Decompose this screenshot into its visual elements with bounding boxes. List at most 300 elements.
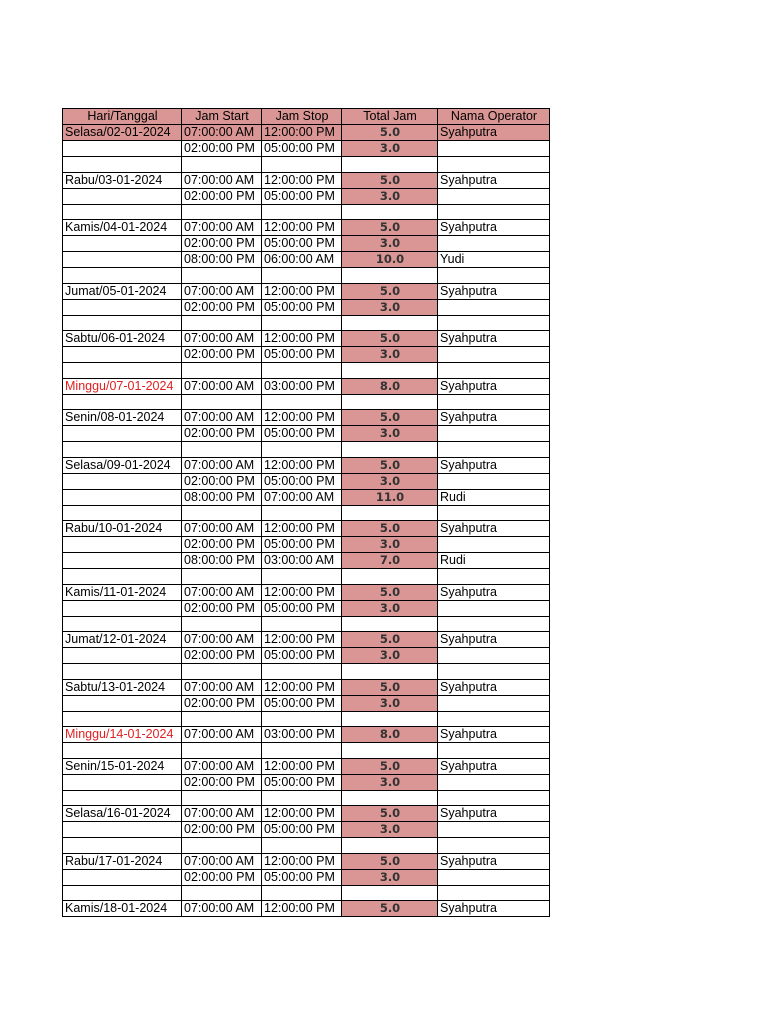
start-time-cell[interactable] — [182, 394, 262, 410]
stop-time-cell[interactable]: 05:00:00 PM — [262, 236, 342, 252]
operator-cell[interactable] — [438, 299, 550, 315]
total-hours-cell[interactable]: 8.0 — [342, 378, 438, 394]
spacer-row — [63, 664, 550, 680]
stop-time-cell[interactable] — [262, 505, 342, 521]
start-time-cell[interactable]: 07:00:00 AM — [182, 901, 262, 917]
operator-cell[interactable] — [438, 711, 550, 727]
day-cell[interactable] — [63, 537, 182, 553]
day-cell[interactable] — [63, 141, 182, 157]
header-day-date[interactable]: Hari/Tanggal — [63, 109, 182, 125]
start-time-cell[interactable]: 02:00:00 PM — [182, 869, 262, 885]
day-cell[interactable] — [63, 569, 182, 585]
stop-time-cell[interactable]: 05:00:00 PM — [262, 600, 342, 616]
start-time-cell[interactable] — [182, 442, 262, 458]
start-time-cell[interactable] — [182, 204, 262, 220]
stop-time-cell[interactable]: 05:00:00 PM — [262, 426, 342, 442]
operator-cell[interactable]: Syahputra — [438, 172, 550, 188]
stop-time-cell[interactable]: 03:00:00 PM — [262, 378, 342, 394]
total-hours-cell[interactable]: 3.0 — [342, 695, 438, 711]
spacer-row — [63, 885, 550, 901]
day-cell[interactable]: Rabu/17-01-2024 — [63, 853, 182, 869]
operator-cell[interactable]: Syahputra — [438, 125, 550, 141]
stop-time-cell[interactable]: 12:00:00 PM — [262, 172, 342, 188]
total-hours-cell[interactable] — [342, 204, 438, 220]
spacer-row — [63, 363, 550, 379]
total-hours-cell[interactable] — [342, 315, 438, 331]
operator-cell[interactable] — [438, 394, 550, 410]
start-time-cell[interactable] — [182, 268, 262, 284]
operator-cell[interactable] — [438, 204, 550, 220]
header-operator-name[interactable]: Nama Operator — [438, 109, 550, 125]
operator-cell[interactable] — [438, 648, 550, 664]
day-cell[interactable] — [63, 489, 182, 505]
stop-time-cell[interactable]: 05:00:00 PM — [262, 299, 342, 315]
start-time-cell[interactable]: 02:00:00 PM — [182, 537, 262, 553]
spacer-row — [63, 505, 550, 521]
start-time-cell[interactable]: 02:00:00 PM — [182, 822, 262, 838]
operator-cell[interactable]: Syahputra — [438, 521, 550, 537]
start-time-cell[interactable] — [182, 569, 262, 585]
total-hours-cell[interactable]: 8.0 — [342, 727, 438, 743]
total-hours-cell[interactable]: 5.0 — [342, 521, 438, 537]
stop-time-cell[interactable]: 05:00:00 PM — [262, 695, 342, 711]
day-cell[interactable] — [63, 394, 182, 410]
day-cell[interactable] — [63, 553, 182, 569]
table-row — [63, 869, 550, 885]
start-time-cell[interactable]: 02:00:00 PM — [182, 299, 262, 315]
stop-time-cell[interactable] — [262, 315, 342, 331]
total-hours-cell[interactable]: 3.0 — [342, 774, 438, 790]
day-cell[interactable]: Jumat/05-01-2024 — [63, 283, 182, 299]
spacer-row — [63, 315, 550, 331]
table-row — [63, 220, 550, 236]
day-cell[interactable] — [63, 204, 182, 220]
stop-time-cell[interactable] — [262, 838, 342, 854]
day-cell[interactable] — [63, 869, 182, 885]
operator-cell[interactable]: Syahputra — [438, 901, 550, 917]
stop-time-cell[interactable]: 12:00:00 PM — [262, 125, 342, 141]
start-time-cell[interactable]: 07:00:00 AM — [182, 632, 262, 648]
operator-cell[interactable] — [438, 442, 550, 458]
day-cell[interactable] — [63, 664, 182, 680]
stop-time-cell[interactable] — [262, 363, 342, 379]
table-row — [63, 125, 550, 141]
table-row — [63, 600, 550, 616]
total-hours-cell[interactable]: 5.0 — [342, 632, 438, 648]
operator-cell[interactable]: Syahputra — [438, 378, 550, 394]
stop-time-cell[interactable]: 05:00:00 PM — [262, 648, 342, 664]
start-time-cell[interactable]: 07:00:00 AM — [182, 521, 262, 537]
operator-cell[interactable] — [438, 157, 550, 173]
day-cell[interactable] — [63, 347, 182, 363]
day-cell[interactable] — [63, 252, 182, 268]
stop-time-cell[interactable] — [262, 394, 342, 410]
day-cell[interactable] — [63, 616, 182, 632]
total-hours-cell[interactable] — [342, 394, 438, 410]
total-hours-cell[interactable]: 3.0 — [342, 299, 438, 315]
day-cell[interactable]: Kamis/18-01-2024 — [63, 901, 182, 917]
table-row — [63, 236, 550, 252]
stop-time-cell[interactable]: 05:00:00 PM — [262, 188, 342, 204]
table-row — [63, 853, 550, 869]
spacer-row — [63, 569, 550, 585]
header-stop-time[interactable]: Jam Stop — [262, 109, 342, 125]
spacer-row — [63, 442, 550, 458]
day-cell[interactable]: Minggu/14-01-2024 — [63, 727, 182, 743]
total-hours-cell[interactable]: 7.0 — [342, 553, 438, 569]
total-hours-cell[interactable]: 3.0 — [342, 188, 438, 204]
operator-cell[interactable] — [438, 885, 550, 901]
start-time-cell[interactable] — [182, 838, 262, 854]
operator-cell[interactable]: Syahputra — [438, 331, 550, 347]
stop-time-cell[interactable] — [262, 268, 342, 284]
start-time-cell[interactable]: 07:00:00 AM — [182, 457, 262, 473]
total-hours-cell[interactable]: 5.0 — [342, 331, 438, 347]
operator-cell[interactable]: Syahputra — [438, 632, 550, 648]
stop-time-cell[interactable]: 12:00:00 PM — [262, 331, 342, 347]
table-body — [63, 125, 550, 917]
table-row — [63, 553, 550, 569]
stop-time-cell[interactable]: 12:00:00 PM — [262, 283, 342, 299]
start-time-cell[interactable]: 02:00:00 PM — [182, 426, 262, 442]
stop-time-cell[interactable]: 06:00:00 AM — [262, 252, 342, 268]
total-hours-cell[interactable]: 5.0 — [342, 457, 438, 473]
table-row — [63, 172, 550, 188]
start-time-cell[interactable]: 07:00:00 AM — [182, 758, 262, 774]
table-row — [63, 378, 550, 394]
day-cell[interactable]: Kamis/11-01-2024 — [63, 584, 182, 600]
day-cell[interactable]: Minggu/07-01-2024 — [63, 378, 182, 394]
spacer-row — [63, 711, 550, 727]
stop-time-cell[interactable]: 12:00:00 PM — [262, 901, 342, 917]
start-time-cell[interactable]: 07:00:00 AM — [182, 172, 262, 188]
start-time-cell[interactable]: 07:00:00 AM — [182, 806, 262, 822]
total-hours-cell[interactable]: 3.0 — [342, 141, 438, 157]
start-time-cell[interactable]: 07:00:00 AM — [182, 378, 262, 394]
day-cell[interactable] — [63, 473, 182, 489]
operator-cell[interactable]: Syahputra — [438, 457, 550, 473]
stop-time-cell[interactable]: 12:00:00 PM — [262, 679, 342, 695]
total-hours-cell[interactable] — [342, 743, 438, 759]
table-row — [63, 901, 550, 917]
stop-time-cell[interactable]: 03:00:00 PM — [262, 727, 342, 743]
day-cell[interactable] — [63, 600, 182, 616]
day-cell[interactable] — [63, 774, 182, 790]
operator-cell[interactable] — [438, 537, 550, 553]
start-time-cell[interactable]: 02:00:00 PM — [182, 473, 262, 489]
spacer-row — [63, 790, 550, 806]
total-hours-cell[interactable]: 3.0 — [342, 648, 438, 664]
total-hours-cell[interactable]: 3.0 — [342, 426, 438, 442]
table-row — [63, 584, 550, 600]
operator-hours-table — [62, 108, 550, 917]
operator-cell[interactable]: Rudi — [438, 553, 550, 569]
stop-time-cell[interactable]: 05:00:00 PM — [262, 537, 342, 553]
total-hours-cell[interactable]: 3.0 — [342, 236, 438, 252]
start-time-cell[interactable]: 08:00:00 PM — [182, 252, 262, 268]
spacer-row — [63, 268, 550, 284]
day-cell[interactable] — [63, 822, 182, 838]
operator-cell[interactable] — [438, 236, 550, 252]
total-hours-cell[interactable] — [342, 505, 438, 521]
operator-cell[interactable] — [438, 822, 550, 838]
total-hours-cell[interactable] — [342, 790, 438, 806]
day-cell[interactable] — [63, 790, 182, 806]
operator-cell[interactable] — [438, 426, 550, 442]
stop-time-cell[interactable]: 12:00:00 PM — [262, 410, 342, 426]
operator-cell[interactable] — [438, 616, 550, 632]
stop-time-cell[interactable] — [262, 616, 342, 632]
start-time-cell[interactable]: 07:00:00 AM — [182, 410, 262, 426]
day-cell[interactable]: Selasa/16-01-2024 — [63, 806, 182, 822]
table-row — [63, 410, 550, 426]
total-hours-cell[interactable]: 3.0 — [342, 473, 438, 489]
total-hours-cell[interactable] — [342, 616, 438, 632]
operator-cell[interactable]: Rudi — [438, 489, 550, 505]
total-hours-cell[interactable] — [342, 838, 438, 854]
stop-time-cell[interactable]: 12:00:00 PM — [262, 220, 342, 236]
operator-cell[interactable]: Syahputra — [438, 758, 550, 774]
operator-cell[interactable] — [438, 505, 550, 521]
total-hours-cell[interactable]: 5.0 — [342, 172, 438, 188]
total-hours-cell[interactable] — [342, 711, 438, 727]
operator-cell[interactable]: Syahputra — [438, 853, 550, 869]
total-hours-cell[interactable] — [342, 664, 438, 680]
day-cell[interactable] — [63, 188, 182, 204]
operator-cell[interactable] — [438, 268, 550, 284]
day-cell[interactable] — [63, 711, 182, 727]
stop-time-cell[interactable] — [262, 569, 342, 585]
table-row — [63, 252, 550, 268]
start-time-cell[interactable]: 02:00:00 PM — [182, 774, 262, 790]
start-time-cell[interactable]: 07:00:00 AM — [182, 283, 262, 299]
operator-cell[interactable] — [438, 188, 550, 204]
start-time-cell[interactable]: 02:00:00 PM — [182, 648, 262, 664]
total-hours-cell[interactable]: 5.0 — [342, 283, 438, 299]
day-cell[interactable] — [63, 743, 182, 759]
total-hours-cell[interactable]: 5.0 — [342, 679, 438, 695]
stop-time-cell[interactable]: 05:00:00 PM — [262, 473, 342, 489]
table-row — [63, 537, 550, 553]
day-cell[interactable] — [63, 505, 182, 521]
stop-time-cell[interactable]: 05:00:00 PM — [262, 141, 342, 157]
spacer-row — [63, 204, 550, 220]
spacer-row — [63, 394, 550, 410]
total-hours-cell[interactable]: 5.0 — [342, 806, 438, 822]
total-hours-cell[interactable]: 5.0 — [342, 853, 438, 869]
table-row — [63, 299, 550, 315]
operator-cell[interactable] — [438, 315, 550, 331]
header-total-hours[interactable]: Total Jam — [342, 109, 438, 125]
total-hours-cell[interactable]: 5.0 — [342, 901, 438, 917]
operator-cell[interactable]: Syahputra — [438, 584, 550, 600]
total-hours-cell[interactable]: 3.0 — [342, 869, 438, 885]
total-hours-cell[interactable]: 5.0 — [342, 125, 438, 141]
stop-time-cell[interactable]: 07:00:00 AM — [262, 489, 342, 505]
start-time-cell[interactable] — [182, 743, 262, 759]
total-hours-cell[interactable]: 3.0 — [342, 537, 438, 553]
day-cell[interactable] — [63, 426, 182, 442]
start-time-cell[interactable]: 02:00:00 PM — [182, 600, 262, 616]
stop-time-cell[interactable] — [262, 442, 342, 458]
stop-time-cell[interactable]: 12:00:00 PM — [262, 521, 342, 537]
day-cell[interactable]: Senin/08-01-2024 — [63, 410, 182, 426]
stop-time-cell[interactable] — [262, 790, 342, 806]
total-hours-cell[interactable] — [342, 268, 438, 284]
operator-cell[interactable]: Syahputra — [438, 806, 550, 822]
day-cell[interactable]: Rabu/10-01-2024 — [63, 521, 182, 537]
table-row — [63, 283, 550, 299]
stop-time-cell[interactable] — [262, 743, 342, 759]
start-time-cell[interactable]: 08:00:00 PM — [182, 489, 262, 505]
stop-time-cell[interactable]: 12:00:00 PM — [262, 853, 342, 869]
total-hours-cell[interactable]: 5.0 — [342, 220, 438, 236]
table-row — [63, 727, 550, 743]
table-row — [63, 806, 550, 822]
start-time-cell[interactable]: 07:00:00 AM — [182, 853, 262, 869]
operator-cell[interactable] — [438, 664, 550, 680]
operator-cell[interactable] — [438, 838, 550, 854]
start-time-cell[interactable] — [182, 616, 262, 632]
day-cell[interactable]: Jumat/12-01-2024 — [63, 632, 182, 648]
start-time-cell[interactable] — [182, 157, 262, 173]
start-time-cell[interactable]: 07:00:00 AM — [182, 125, 262, 141]
table-row — [63, 822, 550, 838]
table-row — [63, 141, 550, 157]
operator-cell[interactable] — [438, 347, 550, 363]
table-row — [63, 632, 550, 648]
operator-cell[interactable] — [438, 600, 550, 616]
stop-time-cell[interactable] — [262, 204, 342, 220]
day-cell[interactable]: Rabu/03-01-2024 — [63, 172, 182, 188]
day-cell[interactable] — [63, 648, 182, 664]
table-row — [63, 457, 550, 473]
table-row — [63, 695, 550, 711]
operator-cell[interactable]: Yudi — [438, 252, 550, 268]
start-time-cell[interactable]: 02:00:00 PM — [182, 188, 262, 204]
day-cell[interactable] — [63, 695, 182, 711]
day-cell[interactable]: Kamis/04-01-2024 — [63, 220, 182, 236]
stop-time-cell[interactable]: 05:00:00 PM — [262, 869, 342, 885]
operator-cell[interactable] — [438, 774, 550, 790]
operator-cell[interactable] — [438, 869, 550, 885]
table-row — [63, 331, 550, 347]
operator-cell[interactable] — [438, 695, 550, 711]
day-cell[interactable]: Selasa/09-01-2024 — [63, 457, 182, 473]
operator-cell[interactable] — [438, 569, 550, 585]
day-cell[interactable] — [63, 299, 182, 315]
day-cell[interactable] — [63, 838, 182, 854]
stop-time-cell[interactable]: 12:00:00 PM — [262, 758, 342, 774]
total-hours-cell[interactable]: 5.0 — [342, 584, 438, 600]
operator-cell[interactable] — [438, 743, 550, 759]
table-row — [63, 473, 550, 489]
table-row — [63, 774, 550, 790]
start-time-cell[interactable] — [182, 505, 262, 521]
start-time-cell[interactable]: 07:00:00 AM — [182, 727, 262, 743]
stop-time-cell[interactable]: 05:00:00 PM — [262, 347, 342, 363]
table-row — [63, 679, 550, 695]
table-row — [63, 426, 550, 442]
table-row — [63, 347, 550, 363]
stop-time-cell[interactable]: 12:00:00 PM — [262, 806, 342, 822]
operator-cell[interactable]: Syahputra — [438, 679, 550, 695]
stop-time-cell[interactable]: 05:00:00 PM — [262, 774, 342, 790]
total-hours-cell[interactable]: 3.0 — [342, 347, 438, 363]
start-time-cell[interactable] — [182, 711, 262, 727]
day-cell[interactable]: Senin/15-01-2024 — [63, 758, 182, 774]
day-cell[interactable] — [63, 442, 182, 458]
total-hours-cell[interactable]: 3.0 — [342, 600, 438, 616]
start-time-cell[interactable]: 07:00:00 AM — [182, 584, 262, 600]
operator-cell[interactable]: Syahputra — [438, 727, 550, 743]
start-time-cell[interactable]: 08:00:00 PM — [182, 553, 262, 569]
header-start-time[interactable]: Jam Start — [182, 109, 262, 125]
stop-time-cell[interactable] — [262, 885, 342, 901]
day-cell[interactable] — [63, 157, 182, 173]
start-time-cell[interactable]: 02:00:00 PM — [182, 695, 262, 711]
day-cell[interactable] — [63, 268, 182, 284]
total-hours-cell[interactable]: 10.0 — [342, 252, 438, 268]
operator-cell[interactable]: Syahputra — [438, 410, 550, 426]
start-time-cell[interactable] — [182, 885, 262, 901]
stop-time-cell[interactable] — [262, 157, 342, 173]
start-time-cell[interactable]: 07:00:00 AM — [182, 220, 262, 236]
stop-time-cell[interactable]: 03:00:00 AM — [262, 553, 342, 569]
start-time-cell[interactable] — [182, 363, 262, 379]
day-cell[interactable]: Sabtu/13-01-2024 — [63, 679, 182, 695]
operator-cell[interactable] — [438, 790, 550, 806]
start-time-cell[interactable]: 02:00:00 PM — [182, 236, 262, 252]
table-row — [63, 648, 550, 664]
day-cell[interactable] — [63, 363, 182, 379]
start-time-cell[interactable]: 02:00:00 PM — [182, 141, 262, 157]
day-cell[interactable] — [63, 315, 182, 331]
total-hours-cell[interactable] — [342, 363, 438, 379]
operator-cell[interactable]: Syahputra — [438, 220, 550, 236]
total-hours-cell[interactable] — [342, 885, 438, 901]
total-hours-cell[interactable] — [342, 442, 438, 458]
total-hours-cell[interactable]: 3.0 — [342, 822, 438, 838]
total-hours-cell[interactable] — [342, 157, 438, 173]
total-hours-cell[interactable]: 11.0 — [342, 489, 438, 505]
stop-time-cell[interactable]: 12:00:00 PM — [262, 632, 342, 648]
day-cell[interactable] — [63, 885, 182, 901]
total-hours-cell[interactable] — [342, 569, 438, 585]
start-time-cell[interactable]: 07:00:00 AM — [182, 331, 262, 347]
operator-cell[interactable]: Syahputra — [438, 283, 550, 299]
stop-time-cell[interactable]: 05:00:00 PM — [262, 822, 342, 838]
day-cell[interactable]: Selasa/02-01-2024 — [63, 125, 182, 141]
start-time-cell[interactable]: 07:00:00 AM — [182, 679, 262, 695]
operator-cell[interactable] — [438, 141, 550, 157]
stop-time-cell[interactable]: 12:00:00 PM — [262, 457, 342, 473]
start-time-cell[interactable] — [182, 664, 262, 680]
start-time-cell[interactable]: 02:00:00 PM — [182, 347, 262, 363]
total-hours-cell[interactable]: 5.0 — [342, 758, 438, 774]
start-time-cell[interactable] — [182, 315, 262, 331]
stop-time-cell[interactable] — [262, 664, 342, 680]
operator-cell[interactable] — [438, 363, 550, 379]
start-time-cell[interactable] — [182, 790, 262, 806]
total-hours-cell[interactable]: 5.0 — [342, 410, 438, 426]
spacer-row — [63, 157, 550, 173]
stop-time-cell[interactable]: 12:00:00 PM — [262, 584, 342, 600]
day-cell[interactable]: Sabtu/06-01-2024 — [63, 331, 182, 347]
operator-cell[interactable] — [438, 473, 550, 489]
stop-time-cell[interactable] — [262, 711, 342, 727]
day-cell[interactable] — [63, 236, 182, 252]
